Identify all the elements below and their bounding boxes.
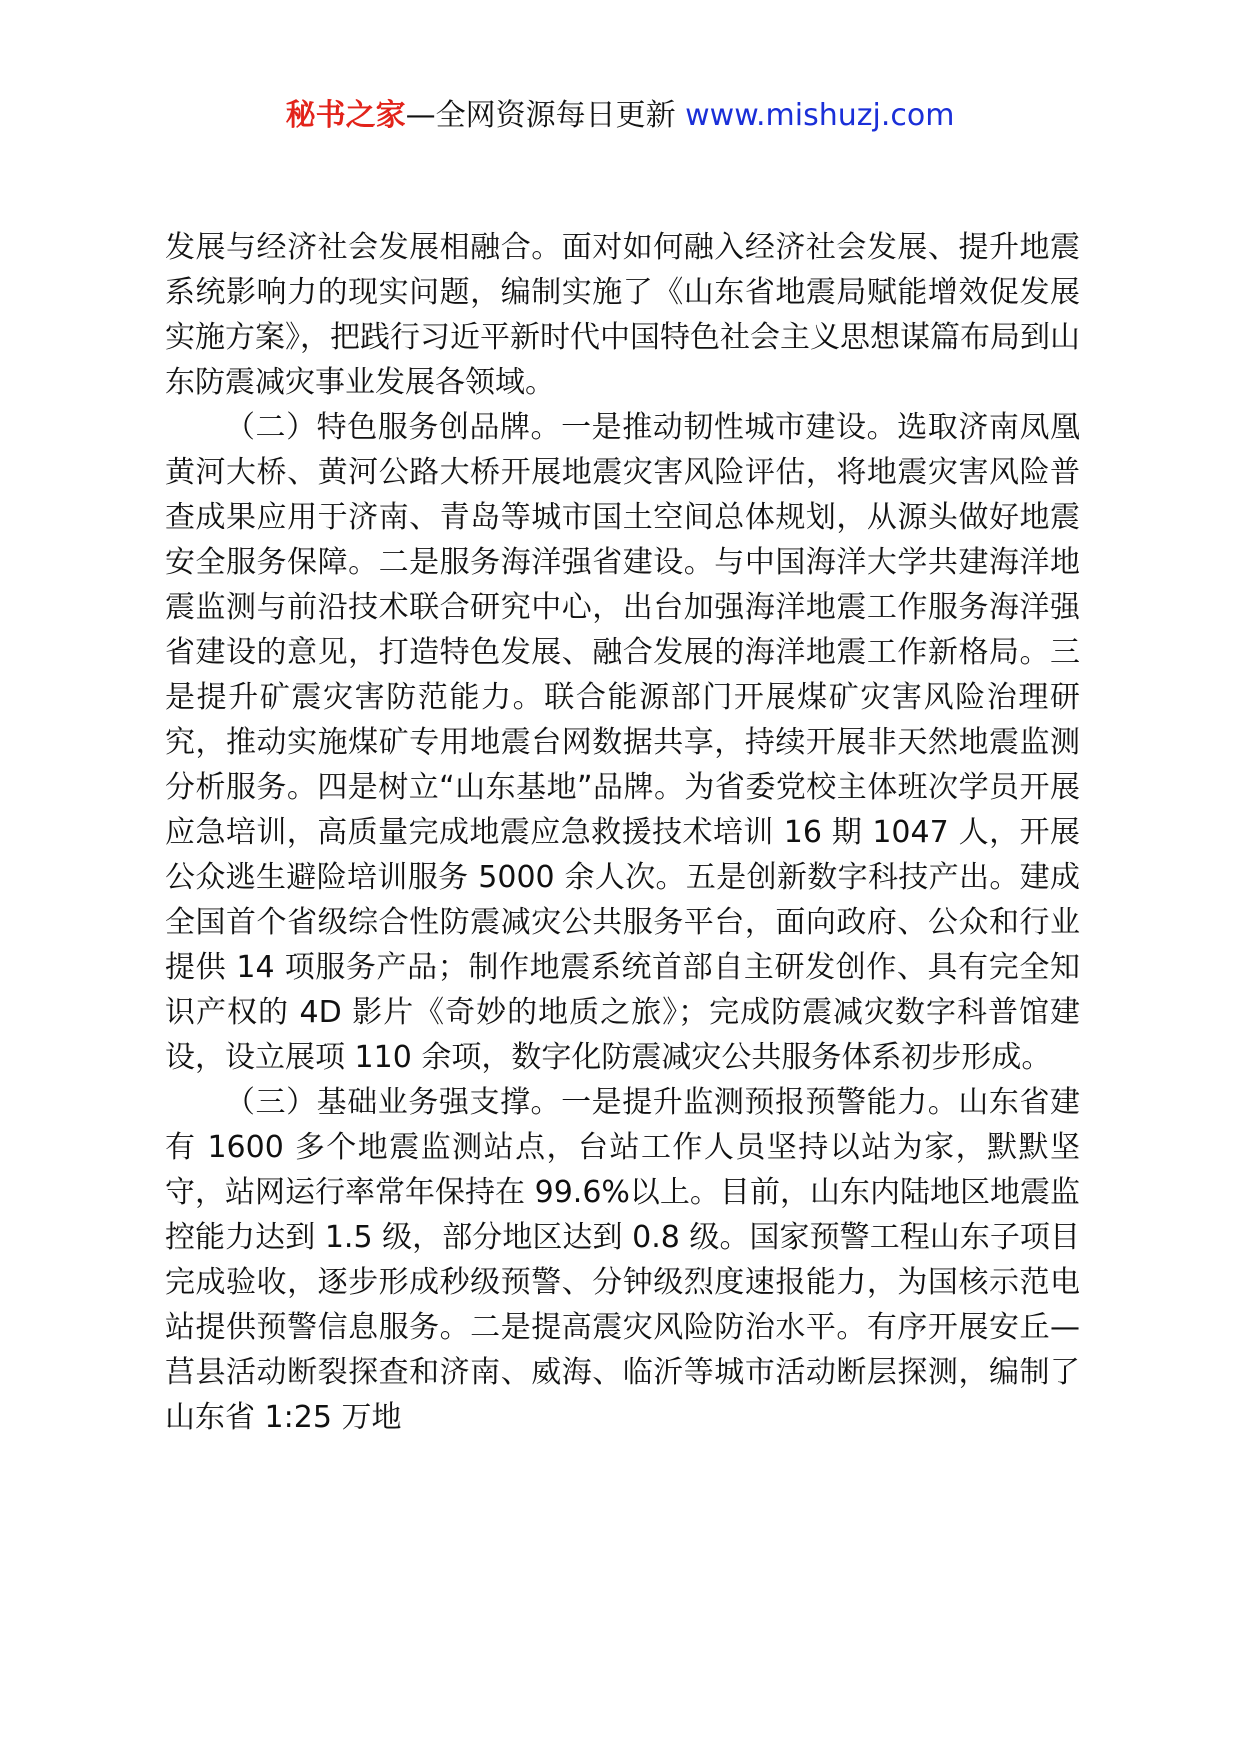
document-body [165,225,1080,1440]
paragraph-special-services: （二）特色服务创品牌。一是推动韧性城市建设。选取济南凤凰黄河大桥、黄河公路大桥开展地震灾害风险评估，将地震灾害风险普查成果应用于济南、青岛等城市国土空间总体规划，从源头做好地震安全服务保障。二是服务海洋强省建设。与中国海洋大学共建海洋地震监测与前沿技术联合研究中心，出台加强海洋地震工作服务海洋强省建设的意见，打造特色发展、融合发展的海洋地震工作新格局。三是提升矿震灾害防范能力。联合能源部门开展煤矿灾害风险治理研究，推动实施煤矿专用地震台网数据共享，持续开展非天然地震监测分析服务。四是树立“山东基地”品牌。为省委党校主体班次学员开展应急培训，高质量完成地震应急救援技术培训 16 期 1047 人，开展公众逃生避险培训服务 5000 余人次。五是创新数字科技产出。建成全国首个省级综合性防震减灾公共服务平台，面向政府、公众和行业提供 14 项服务产品；制作地震系统首部自主研发创作、具有完全知识产权的 4D 影片《奇妙的地质之旅》；完成防震减灾数字科普馆建设，设立展项 110 余项，数字化防震减灾公共服务体系初步形成。 [165,410,1080,1075]
paragraph-basic-operations: （三）基础业务强支撑。一是提升监测预报预警能力。山东省建有 1600 多个地震监测站点，台站工作人员坚持以站为家，默默坚守，站网运行率常年保持在 99.6%以上。目前，山东内陆地区地震监控能力达到 1.5 级，部分地区达到 0.8 级。国家预警工程山东子项目完成验收，逐步形成秒级预警、分钟级烈度速报能力，为国核示范电站提供预警信息服务。二是提高震灾风险防治水平。有序开展安丘—莒县活动断裂探查和济南、威海、临沂等城市活动断层探测，编制了山东省 1:25 万地 [165,1085,1080,1435]
header-tagline: —全网资源每日更新 [405,98,686,133]
brand-name: 秘书之家 [285,98,406,133]
paragraph-continued: 发展与经济社会发展相融合。面对如何融入经济社会发展、提升地震系统影响力的现实问题，编制实施了《山东省地震局赋能增效促发展实施方案》，把践行习近平新时代中国特色社会主义思想谋篇布局到山东防震减灾事业发展各领域。 [165,230,1080,400]
site-url-link[interactable]: www.mishuzj.com [685,98,955,133]
page-header [0,96,1240,136]
